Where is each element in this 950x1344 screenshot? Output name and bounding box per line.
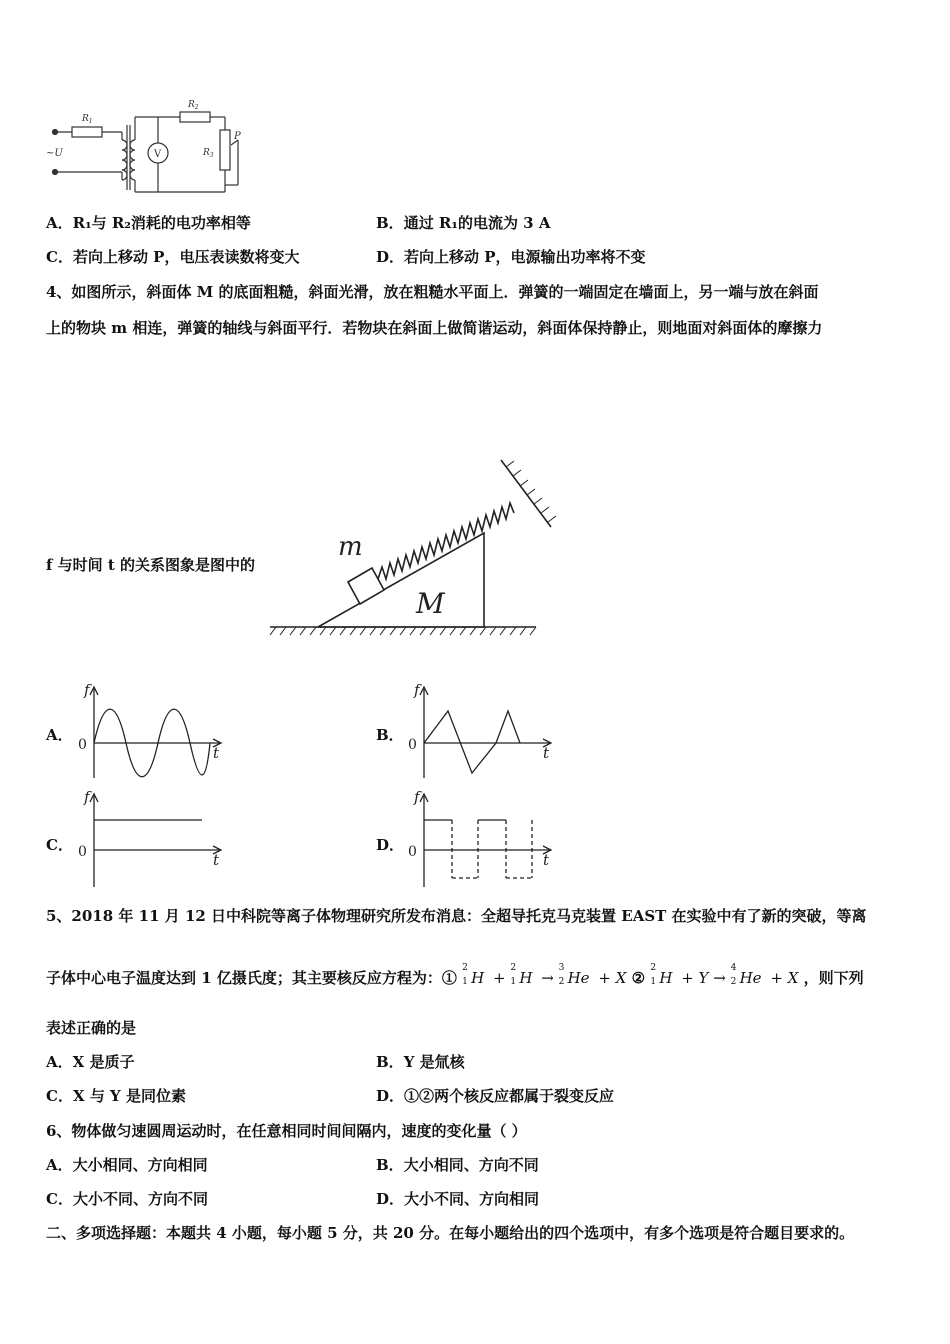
svg-text:f: f bbox=[84, 790, 90, 806]
svg-text:t: t bbox=[543, 744, 550, 762]
svg-text:0: 0 bbox=[408, 844, 417, 860]
q3-option-b[interactable]: B．通过 R₁的电流为 3 A bbox=[376, 214, 551, 232]
svg-text:M: M bbox=[416, 587, 445, 620]
q6-option-c[interactable]: C．大小不同、方向不同 bbox=[46, 1190, 208, 1208]
section-2-heading: 二、多项选择题：本题共 4 小题，每小题 5 分，共 20 分。在每小题给出的四个选项中，有多个选项是符合题目要求的。 bbox=[46, 1224, 855, 1242]
graph-b-triangle[interactable] bbox=[400, 683, 560, 783]
svg-text:f: f bbox=[414, 790, 420, 806]
q4-stem-line-2: 上的物块 m 相连，弹簧的轴线与斜面平行．若物块在斜面上做简谐运动，斜面体保持静止，则地面对斜面体的摩擦力 bbox=[46, 319, 823, 337]
graph-d-label[interactable]: D． bbox=[376, 836, 405, 854]
nuclear-equation-2: 2 1 H + Y → 4 2 He + X bbox=[650, 963, 799, 987]
graph-d-square[interactable] bbox=[400, 790, 560, 890]
graph-a-label[interactable]: A． bbox=[46, 726, 73, 744]
svg-text:R3: $R_3$ bbox=[203, 148, 214, 159]
svg-text:t: t bbox=[213, 851, 220, 869]
svg-text:0: 0 bbox=[408, 737, 417, 753]
incline-spring-figure bbox=[268, 455, 563, 645]
q6-option-d[interactable]: D．大小不同、方向相同 bbox=[376, 1190, 540, 1208]
nuclear-equation-1: 2 1 H + 2 1 H → 3 2 He + X bbox=[462, 963, 627, 987]
q5-option-b[interactable]: B．Y 是氚核 bbox=[376, 1053, 465, 1071]
q6-option-b[interactable]: B．大小相同、方向不同 bbox=[376, 1156, 539, 1174]
svg-text:f: f bbox=[414, 683, 420, 699]
graph-c-constant[interactable] bbox=[70, 790, 230, 890]
q3-option-c[interactable]: C．若向上移动 P，电压表读数将变大 bbox=[46, 248, 300, 266]
svg-text:t: t bbox=[543, 851, 550, 869]
q5-stem-line-3: 表述正确的是 bbox=[46, 1019, 137, 1037]
q5-option-a[interactable]: A．X 是质子 bbox=[46, 1053, 135, 1071]
svg-text:R1: $R_1$ bbox=[82, 114, 93, 125]
q4-stem-line-3: f 与时间 t 的关系图象是图中的 bbox=[46, 556, 256, 574]
graph-b-label[interactable]: B． bbox=[376, 726, 404, 744]
graph-a-sine[interactable] bbox=[70, 683, 230, 783]
q5-stem-line-2: 子体中心电子温度达到 1 亿摄氏度；其主要核反应方程为：① 2 1 H + 2 1 H → 3 2 He + X ② 2 1 H + Y → 4 2 He + X ，则下列 bbox=[46, 963, 864, 987]
svg-text:0: 0 bbox=[78, 844, 87, 860]
svg-text:P: P bbox=[234, 131, 241, 142]
q6-stem: 6、物体做匀速圆周运动时，在任意相同时间间隔内，速度的变化量（ ） bbox=[46, 1122, 527, 1140]
svg-text:f: f bbox=[84, 683, 90, 699]
svg-text:t: t bbox=[213, 744, 220, 762]
q5-option-c[interactable]: C．X 与 Y 是同位素 bbox=[46, 1087, 186, 1105]
q4-stem-line-1: 4、如图所示，斜面体 M 的底面粗糙，斜面光滑，放在粗糙水平面上．弹簧的一端固定在墙面上，另一端与放在斜面 bbox=[46, 283, 819, 301]
q5-stem-line-1: 5、2018 年 11 月 12 日中科院等离子体物理研究所发布消息：全超导托克马克装置 EAST 在实验中有了新的突破，等离 bbox=[46, 907, 867, 925]
q3-option-d[interactable]: D．若向上移动 P，电源输出功率将不变 bbox=[376, 248, 646, 266]
source-label: ~U bbox=[46, 148, 63, 159]
svg-text:0: 0 bbox=[78, 737, 87, 753]
q3-option-a[interactable]: A．R₁与 R₂消耗的电功率相等 bbox=[46, 214, 251, 232]
q5-option-d[interactable]: D．①②两个核反应都属于裂变反应 bbox=[376, 1087, 615, 1105]
svg-text:R2: $R_2$ bbox=[188, 100, 199, 111]
svg-text:m: m bbox=[338, 532, 363, 562]
graph-c-label[interactable]: C． bbox=[46, 836, 73, 854]
svg-text:V: V bbox=[154, 149, 162, 160]
q6-option-a[interactable]: A．大小相同、方向相同 bbox=[46, 1156, 208, 1174]
transformer-circuit-figure bbox=[40, 95, 270, 200]
